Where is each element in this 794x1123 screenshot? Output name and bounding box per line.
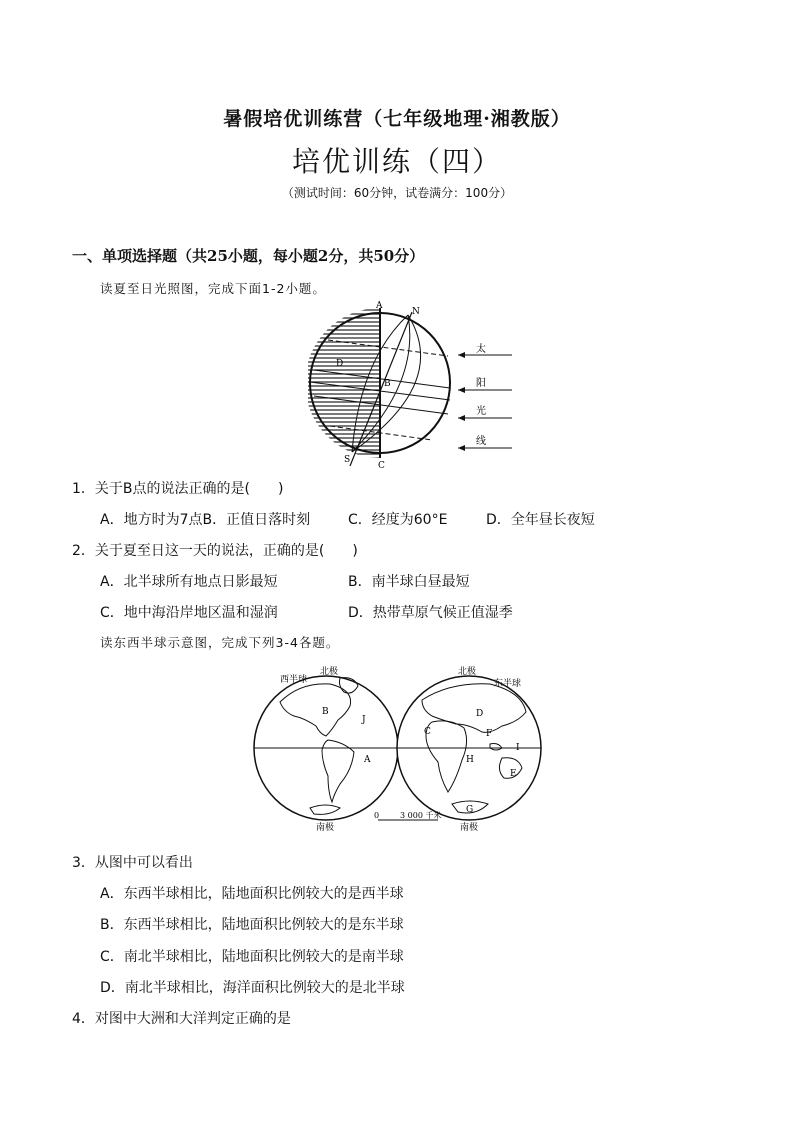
sun-char-2: 阳 — [476, 378, 486, 389]
exam-series-title: 暑假培优训练营（七年级地理·湘教版） — [223, 108, 571, 130]
question-2-option-b: B．南半球白昼最短 — [348, 574, 470, 590]
question-2-stem: 2．关于夏至日这一天的说法，正确的是( ) — [72, 543, 358, 559]
exam-title: 培优训练（四） — [291, 145, 502, 178]
question-3-option-b: B．东西半球相比，陆地面积比例较大的是东半球 — [100, 917, 404, 933]
sun-char-4: 线 — [476, 436, 486, 447]
section-heading: 一、单项选择题（共25小题，每小题2分，共50分） — [72, 247, 425, 265]
sun-ray-arrow-2 — [458, 387, 465, 393]
north-pole-label-east: 北极 — [458, 667, 477, 677]
letter-J: J — [362, 715, 366, 725]
intro-text-2: 读东西半球示意图，完成下列3-4各题。 — [100, 635, 340, 650]
question-3-option-d: D．南北半球相比，海洋面积比例较大的是北半球 — [100, 980, 405, 996]
question-3-stem: 3．从图中可以看出 — [72, 855, 193, 871]
question-1-option-ab: A．地方时为7点B．正值日落时刻 — [100, 512, 311, 528]
label-A: A — [376, 301, 383, 311]
label-D: D — [336, 359, 344, 369]
eastern-hemisphere-label: 东半球 — [494, 679, 522, 689]
north-pole-label-west: 北极 — [320, 667, 339, 677]
exam-note: （测试时间：60分钟，试卷满分：100分） — [281, 186, 513, 200]
label-S: S — [344, 455, 351, 465]
south-pole-label-west: 南极 — [316, 823, 335, 833]
letter-D: D — [476, 709, 484, 719]
question-1-option-d: D．全年昼长夜短 — [486, 512, 595, 528]
question-2-option-a: A．北半球所有地点日影最短 — [100, 574, 278, 590]
question-1-stem: 1．关于B点的说法正确的是( ) — [72, 481, 284, 497]
hemispheres-map-figure — [250, 662, 545, 834]
question-2-option-c: C．地中海沿岸地区温和湿润 — [100, 605, 278, 621]
sun-ray-arrow-1 — [458, 352, 465, 358]
intro-text-1: 读夏至日光照图，完成下面1-2小题。 — [100, 281, 326, 296]
sun-char-3: 光 — [476, 406, 486, 417]
letter-C: C — [424, 727, 431, 737]
solstice-illumination-figure — [300, 300, 525, 472]
question-4-stem: 4．对图中大洲和大洋判定正确的是 — [72, 1011, 291, 1027]
letter-I: I — [516, 743, 520, 753]
sun-ray-arrow-4 — [458, 445, 465, 451]
sun-char-1: 太 — [476, 344, 486, 355]
scale-zero: 0 — [374, 811, 380, 820]
letter-H: H — [466, 755, 474, 765]
question-2-option-d: D．热带草原气候正值湿季 — [348, 605, 513, 621]
label-N: N — [412, 307, 420, 317]
label-B: B — [384, 379, 391, 389]
letter-E: E — [510, 769, 517, 779]
question-1-option-c: C．经度为60°E — [348, 512, 448, 528]
south-pole-label-east: 南极 — [460, 823, 479, 833]
letter-B: B — [322, 707, 329, 717]
letter-A: A — [364, 755, 371, 765]
sun-ray-arrow-3 — [458, 415, 465, 421]
letter-F: F — [486, 729, 493, 739]
letter-G: G — [466, 805, 474, 815]
label-C: C — [378, 461, 385, 471]
question-3-option-c: C．南北半球相比，陆地面积比例较大的是南半球 — [100, 949, 404, 965]
question-3-option-a: A．东西半球相比，陆地面积比例较大的是西半球 — [100, 886, 404, 902]
scale-text: 3 000 千米 — [400, 811, 442, 820]
western-hemisphere-label: 西半球 — [280, 675, 308, 685]
